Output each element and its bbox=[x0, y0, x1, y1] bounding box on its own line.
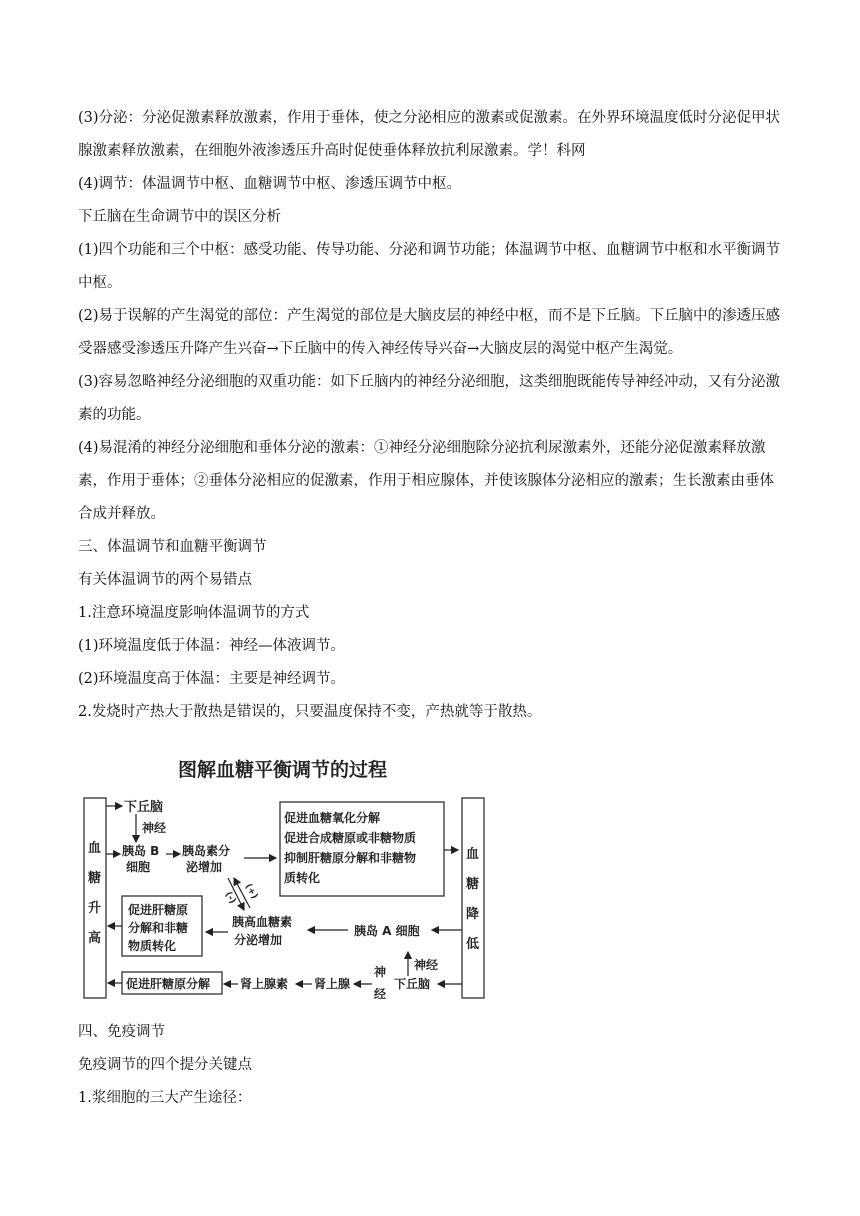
diagram-title: 图解血糖平衡调节的过程 bbox=[178, 759, 388, 781]
plus-sign: (+) bbox=[242, 882, 260, 901]
left-bar bbox=[84, 798, 106, 998]
paragraph-immune-points: 免疫调节的四个提分关键点 bbox=[78, 1057, 252, 1073]
left-bar-char-4: 高 bbox=[88, 931, 102, 946]
glucagon-line-2: 分泌增加 bbox=[234, 933, 283, 947]
bottom-hypothalamus: 下丘脑 bbox=[394, 977, 431, 991]
right-nerve: 神经 bbox=[414, 958, 439, 972]
liver-line-1: 促进肝糖原 bbox=[128, 903, 189, 917]
paragraph-temp-low: (1)环境温度低于体温：神经—体液调节。 bbox=[78, 638, 346, 654]
effects-line-3: 抑制肝糖原分解和非糖物 bbox=[284, 851, 417, 865]
right-bar-char-4: 低 bbox=[466, 937, 480, 952]
paragraph-temp-errors: 有关体温调节的两个易错点 bbox=[78, 572, 252, 588]
liver-line-2: 分解和非糖 bbox=[128, 921, 189, 935]
section-heading-3: 三、体温调节和血糖平衡调节 bbox=[78, 539, 267, 555]
paragraph-temp-point-1: 1.注意环境温度影响体温调节的方式 bbox=[78, 605, 310, 621]
paragraph-dual-function: (3)容易忽略神经分泌细胞的双重功能：如下丘脑内的神经分泌细胞，这类细胞既能传导神经冲动，又有分泌激素的功能。 bbox=[78, 374, 781, 423]
effects-line-4: 质转化 bbox=[284, 871, 321, 885]
right-bar-char-2: 糖 bbox=[466, 877, 480, 892]
bottom-nerve-2: 经 bbox=[374, 987, 387, 1001]
paragraph-fever: 2.发烧时产热大于散热是错误的，只要温度保持不变，产热就等于散热。 bbox=[78, 704, 542, 720]
paragraph-heading-misconception: 下丘脑在生命调节中的误区分析 bbox=[78, 209, 281, 225]
blood-sugar-diagram bbox=[78, 750, 488, 1002]
liver-line-3: 物质转化 bbox=[128, 939, 177, 953]
top-hypothalamus: 下丘脑 bbox=[124, 800, 164, 815]
paragraph-secretion: (3)分泌：分泌促激素释放激素，作用于垂体，使之分泌相应的激素或促激素。在外界环境温度低时分泌促甲状腺激素释放激素，在细胞外液渗透压升高时促使垂体释放抗利尿激素。学！科网 bbox=[78, 110, 781, 159]
islet-b-line-2: 细胞 bbox=[126, 860, 151, 874]
right-bar-char-3: 降 bbox=[466, 907, 480, 922]
left-bar-char-2: 糖 bbox=[88, 871, 102, 886]
minus-sign: (-) bbox=[222, 890, 238, 906]
effects-line-1: 促进血糖氧化分解 bbox=[284, 811, 381, 825]
paragraph-temp-high: (2)环境温度高于体温：主要是神经调节。 bbox=[78, 671, 346, 687]
paragraph-thirst: (2)易于误解的产生渴觉的部位：产生渴觉的部位是大脑皮层的神经中枢，而不是下丘脑。下丘脑中的渗透压感受器感受渗透压升降产生兴奋→下丘脑中的传入神经传导兴奋→大脑皮层的渴觉中枢产生渴觉。 bbox=[78, 308, 781, 357]
islet-b-line-1: 胰岛 B bbox=[122, 844, 160, 858]
right-bar-char-1: 血 bbox=[466, 847, 480, 862]
islet-a: 胰岛 A 细胞 bbox=[354, 924, 420, 938]
paragraph-regulation: (4)调节：体温调节中枢、血糖调节中枢、渗透压调节中枢。 bbox=[78, 176, 462, 192]
effects-line-2: 促进合成糖原或非糖物质 bbox=[284, 831, 417, 845]
epinephrine: 肾上腺素 bbox=[240, 977, 289, 991]
paragraph-four-functions: (1)四个功能和三个中枢：感受功能、传导功能、分泌和调节功能；体温调节中枢、血糖调节中枢和水平衡调节中枢。 bbox=[78, 242, 781, 291]
glucagon-line-1: 胰高血糖素 bbox=[232, 915, 293, 929]
left-bar-char-1: 血 bbox=[88, 841, 102, 856]
paragraph-plasma-cells: 1.浆细胞的三大产生途径： bbox=[78, 1090, 252, 1106]
paragraph-hormones: (4)易混淆的神经分泌细胞和垂体分泌的激素：①神经分泌细胞除分泌抗利尿激素外，还能分泌促激素释放激素，作用于垂体；②垂体分泌相应的促激素，作用于相应腺体，并使该腺体分泌相应的激素；生长激素由垂体合成并释放。 bbox=[78, 440, 774, 522]
top-nerve: 神经 bbox=[142, 821, 167, 835]
bottom-nerve-1: 神 bbox=[374, 965, 387, 979]
left-bar-char-3: 升 bbox=[88, 901, 102, 916]
section-heading-4: 四、免疫调节 bbox=[78, 1024, 165, 1040]
right-bar bbox=[462, 798, 484, 998]
insulin-line-1: 胰岛素分 bbox=[182, 844, 231, 858]
glycogen-box-text: 促进肝糖原分解 bbox=[126, 977, 211, 991]
adrenal: 肾上腺 bbox=[314, 977, 351, 991]
insulin-line-2: 泌增加 bbox=[186, 860, 223, 874]
